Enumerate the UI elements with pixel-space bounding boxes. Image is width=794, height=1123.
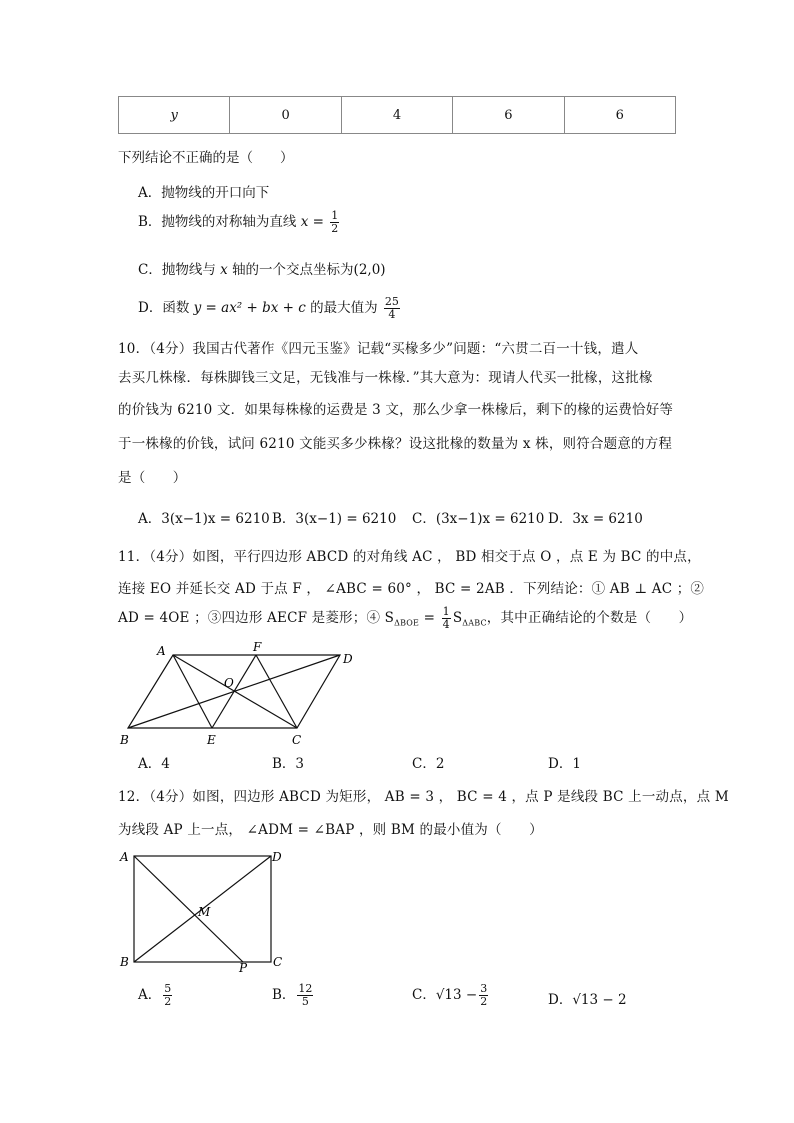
parallelogram-figure [110,640,370,750]
label-D: D [343,652,353,666]
value-table [118,96,676,134]
fraction: $\frac{1}{2}$ [331,209,339,235]
q10-line: 去买几株椽．每株脚钱三文足，无钱准与一株椽．”其大意为：现请人代买一批椽，这批椽 [118,370,653,386]
label-F: F [253,640,262,654]
q10-line: 是（ ） [118,470,187,486]
q12-line: 为线段 AP 上一点， ∠ADM = ∠BAP ，则 BM 的最小值为（ ） [118,822,543,838]
label-B: B [120,955,129,969]
q12-line: 12．（4分）如图，四边形 ABCD 为矩形， AB = 3 ， BC = 4 ，点 P 是线段 BC 上一动点，点 M [118,789,729,805]
q12-option-b: B． $\frac{12}{5}$ [272,982,313,1008]
q10-line: 10．（4分）我国古代著作《四元玉鉴》记载“买椽多少”问题：“六贯二百一十钱，遣人 [118,341,639,357]
rectangle-figure [112,845,302,975]
table-cell: 6 [564,97,675,134]
fraction: $\frac{25}{4}$ [384,295,399,321]
label-A: A [120,850,129,864]
q10-option-c: C．(3x−1)x = 6210 [412,511,545,527]
label-E: E [207,733,216,747]
q11-line: AD = 4OE ；③四边形 AECF 是菱形；④ $S_{\Delta BOE}$ = $\frac{1}{4}$ $S_{\Delta ABC}$，其中正确结论的个数是（ ） [118,605,693,631]
q10-option-b: B．3(x−1) = 6210 [272,511,397,527]
label-M: M [198,905,211,919]
q9-stem: 下列结论不正确的是（ ） [118,150,294,166]
q10-option-a: A．3(x−1)x = 6210 [138,511,270,527]
label-B: B [120,733,129,747]
fraction: $\frac{12}{5}$ [298,982,313,1008]
q11-line: 11．（4分）如图，平行四边形 ABCD 的对角线 AC ， BD 相交于点 O ，点 E 为 BC 的中点， [118,549,701,565]
q11-option-d: D．1 [548,756,581,772]
table-row [119,97,676,134]
q9-option-b: B．抛物线的对称轴为直线 x = $\frac{1}{2}$ [138,209,339,235]
fraction: $\frac{3}{2}$ [480,982,488,1008]
table-cell: 4 [341,97,452,134]
fraction: $\frac{1}{4}$ [442,605,450,631]
q9-option-a: A．抛物线的开口向下 [138,185,270,201]
q11-line: 连接 EO 并延长交 AD 于点 F ， ∠ABC = 60° ， BC = 2AB ．下列结论：① AB ⊥ AC ；② [118,581,705,597]
q11-option-c: C．2 [412,756,445,772]
label-C: C [273,955,283,969]
label-O: O [224,676,234,690]
q11-option-a: A．4 [138,756,170,772]
q11-option-b: B．3 [272,756,305,772]
table-cell: 6 [453,97,564,134]
q12-option-c: C．√13 − $\frac{3}{2}$ [412,982,488,1008]
table-cell: 0 [230,97,341,134]
q9-option-d: D．函数 y = ax² + bx + c 的最大值为 $\frac{25}{4}$ [138,295,399,321]
q10-option-d: D．3x = 6210 [548,511,643,527]
fraction: $\frac{5}{2}$ [164,982,172,1008]
q12-option-d: D．√13 − 2 [548,992,627,1008]
q12-option-a: A． $\frac{5}{2}$ [138,982,172,1008]
table-row-label: y [119,97,230,134]
q9-option-c: C．抛物线与 x 轴的一个交点坐标为(2,0) [138,262,386,278]
label-P: P [239,961,248,975]
q10-line: 的价钱为 6210 文．如果每株椽的运费是 3 文，那么少拿一株椽后，剩下的椽的运费恰好等 [118,402,674,418]
label-D: D [272,850,282,864]
label-C: C [292,733,302,747]
q10-line: 于一株椽的价钱，试问 6210 文能买多少株椽？设这批椽的数量为 x 株，则符合题意的方程 [118,436,673,452]
label-A: A [157,644,166,658]
